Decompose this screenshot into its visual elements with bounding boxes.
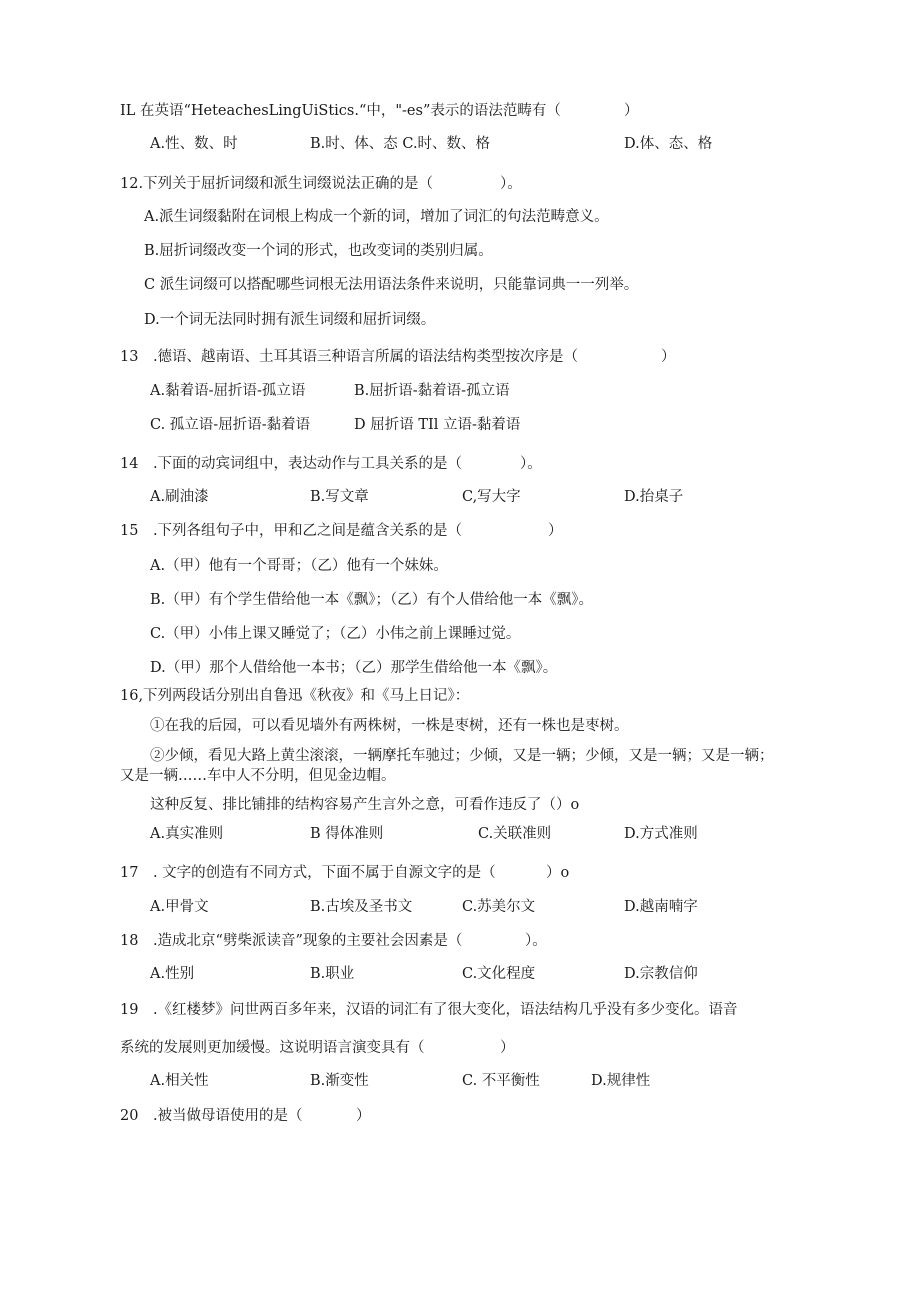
q18-option-d: D.宗教信仰 [624,966,698,982]
q12-option-a: A.派生词缀黏附在词根上构成一个新的词，增加了词汇的句法范畴意义。 [144,209,609,225]
question-14-stem: 14 .下面的动宾词组中，表达动作与工具关系的是（ [120,456,463,472]
q15-option-d: D.（甲）那个人借给他一本书；（乙）那学生借给他一本《飘》。 [150,660,558,676]
q17-option-c: C.苏美尔文 [462,899,536,915]
q19-option-d: D.规律性 [591,1073,651,1089]
q11-option-a: A.性、数、时 [150,136,238,152]
question-13-close: ） [661,349,676,365]
question-19-stem-line-2: 系统的发展则更加缓慢。这说明语言演变具有（ [120,1040,425,1056]
question-13-stem: 13 .德语、越南语、土耳其语三种语言所属的语法结构类型按次序是（ [120,349,579,365]
q14-option-d: D.抬桌子 [624,489,684,505]
q15-option-b: B.（甲）有个学生借给他一本《飘》；（乙）有个人借给他一本《飘》。 [150,592,594,608]
question-18-stem: 18 .造成北京“劈柴派读音”现象的主要社会因素是（ [120,933,463,949]
question-18-close: ）。 [525,933,547,949]
q18-option-b: B.职业 [310,966,355,982]
question-11-stem: IL 在英语“HeteachesLingUiStics.“中，"-es”表示的语法范畴有（ [120,103,561,119]
q16-option-c: C.关联准则 [478,826,552,842]
q16-option-a: A.真实准则 [150,826,224,842]
q13-option-a: A.黏着语-屈折语-孤立语 [150,383,306,399]
q16-passage-2-line-2: 又是一辆……车中人不分明，但见金边帽。 [120,768,396,784]
q13-option-b: B.屈折语-黏着语-孤立语 [354,383,510,399]
question-19-stem-line-1: 19 .《红楼梦》问世两百多年来，汉语的词汇有了很大变化，语法结构几乎没有多少变化。语音 [120,1002,738,1018]
question-14-close: ）。 [520,456,542,472]
q11-option-bc: B.时、体、态 C.时、数、格 [310,136,491,152]
q12-option-b: B.屈折词缀改变一个词的形式，也改变词的类别归属。 [144,243,493,259]
question-17-close: ）o [546,865,570,881]
q11-option-d: D.体、态、格 [624,136,713,152]
question-20-close: ） [356,1108,371,1124]
question-12-close: ）。 [500,176,522,192]
q14-option-a: A.刷油漆 [150,489,209,505]
q15-option-c: C.（甲）小伟上课又睡觉了；（乙）小伟之前上课睡过觉。 [150,626,521,642]
q18-option-c: C.文化程度 [462,966,536,982]
question-11-close: ） [624,103,639,119]
q12-option-d: D.一个词无法同时拥有派生词缀和屈折词缀。 [144,312,436,328]
question-20-stem: 20 .被当做母语使用的是（ [120,1108,303,1124]
q16-option-b: B 得体准则 [310,826,384,842]
q19-option-c: C. 不平衡性 [462,1073,540,1089]
q17-option-b: B.古埃及圣书文 [310,899,413,915]
q13-option-c: C. 孤立语-屈折语-黏着语 [150,417,311,433]
question-19-close: ） [500,1040,515,1056]
q18-option-a: A.性别 [150,966,195,982]
q15-option-a: A.（甲）他有一个哥哥；（乙）他有一个妹妹。 [150,558,448,574]
q13-option-d: D 屈折语 TIl 立语-黏着语 [354,417,521,433]
q14-option-c: C,写大字 [462,489,521,505]
question-16-stem: 16,下列两段话分别出自鲁迅《秋夜》和《马上日记》： [120,688,470,704]
q16-question: 这种反复、排比铺排的结构容易产生言外之意，可看作违反了（）o [150,797,580,813]
question-15-stem: 15 .下列各组句子中，甲和乙之间是蕴含关系的是（ [120,523,463,539]
q16-passage-1: ①在我的后园，可以看见墙外有两株树，一株是枣树，还有一株也是枣树。 [150,718,629,734]
q16-option-d: D.方式准则 [624,826,698,842]
q19-option-b: B.渐变性 [310,1073,369,1089]
question-15-close: ） [548,523,563,539]
q17-option-d: D.越南喃字 [624,899,698,915]
q12-option-c: C 派生词缀可以搭配哪些词根无法用语法条件来说明，只能靠词典一一列举。 [144,277,639,293]
question-17-stem: 17 . 文字的创造有不同方式，下面不属于自源文字的是（ [120,865,496,881]
q19-option-a: A.相关性 [150,1073,209,1089]
q17-option-a: A.甲骨文 [150,899,209,915]
q14-option-b: B.写文章 [310,489,369,505]
question-12-stem: 12.下列关于屈折词缀和派生词缀说法正确的是（ [120,176,434,192]
q16-passage-2-line-1: ②少倾，看见大路上黄尘滚滚，一辆摩托车驰过；少倾，又是一辆；少倾，又是一辆；又是一辆； [150,748,774,764]
